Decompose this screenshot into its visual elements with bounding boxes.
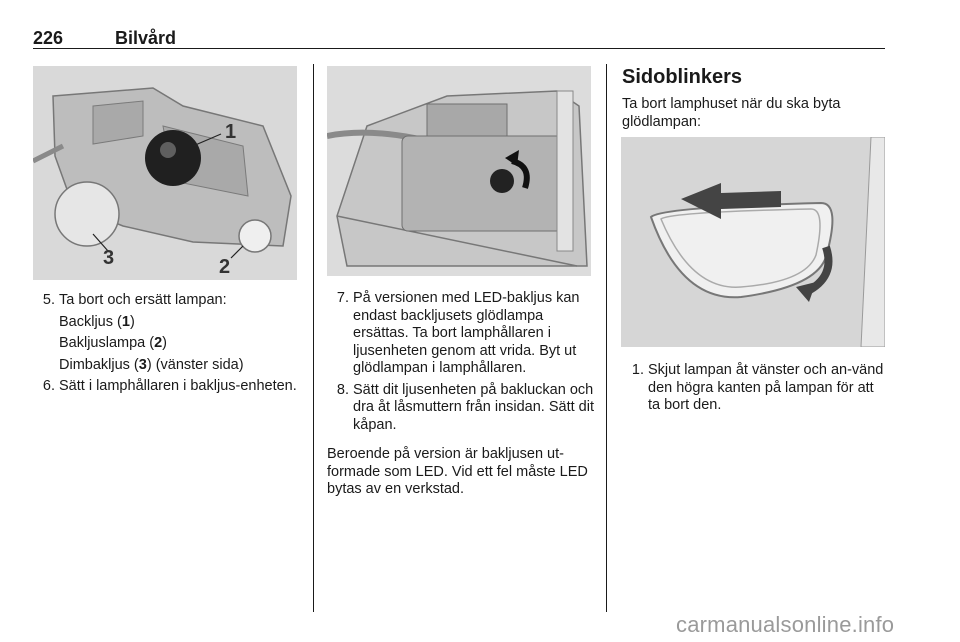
step-5-item-1: Backljus (1) [59, 313, 135, 330]
step-7 [327, 290, 595, 378]
step-r1-text: Skjut lampan åt vänster och an-vänd den högra kanten på lampan för att ta bort den. [648, 362, 884, 413]
sidoblinkers-intro: Ta bort lamphuset när du ska byta glödlampan: [622, 96, 841, 130]
column-divider-right [606, 64, 607, 612]
page-header [33, 26, 885, 49]
side-indicator-illustration [621, 137, 885, 347]
step-6 [33, 378, 303, 396]
callout-2: 2 [219, 256, 231, 278]
callout-1: 1 [225, 121, 237, 143]
step-5-item-2: Bakljuslampa (2) [59, 335, 168, 351]
step-5-number: 5. [42, 292, 55, 308]
step-8 [327, 382, 595, 435]
tail-light-illustration [327, 66, 591, 276]
column-divider-left [313, 64, 314, 612]
step-r1 [622, 362, 888, 415]
middle-steps [327, 290, 595, 438]
step-7-number: 7. [336, 290, 349, 306]
step-5-item-3: Dimbakljus (3) (vänster sida) [59, 356, 244, 373]
rear-light-illustration [33, 66, 297, 280]
side-indicator-figure [621, 137, 885, 347]
rear-light-figure [33, 66, 297, 280]
watermark: carmanualsonline.info [676, 612, 895, 637]
right-steps [622, 362, 888, 419]
section-title: Bilvård [115, 28, 177, 48]
step-6-text: Sätt i lamphållaren i bakljus-enheten. [59, 378, 297, 394]
left-steps [33, 292, 303, 400]
step-8-number: 8. [336, 381, 349, 398]
step-r1-number: 1. [631, 362, 644, 378]
step-7-text: På versionen med LED-bakljus kan endast backljusets glödlampa ersättas. Ta bort lamphållaren i ljusenheten genom att vrida. Byt ut glödlampan i lamphållaren. [353, 290, 580, 376]
page-number: 226 [33, 28, 64, 48]
led-note: Beroende på version är bakljusen ut-formade som LED. Vid ett fel måste LED bytas av en verkstad. [327, 446, 588, 497]
step-8-text: Sätt dit ljusenheten på bakluckan och dra åt låsmuttern från insidan. Sätt dit kåpan. [353, 381, 594, 433]
step-5 [33, 292, 303, 310]
tail-light-figure [327, 66, 591, 276]
sidoblinkers-heading: Sidoblinkers [622, 66, 743, 88]
step-6-number: 6. [42, 378, 55, 394]
callout-3: 3 [103, 247, 115, 269]
step-5-text: Ta bort och ersätt lampan: [59, 292, 227, 308]
